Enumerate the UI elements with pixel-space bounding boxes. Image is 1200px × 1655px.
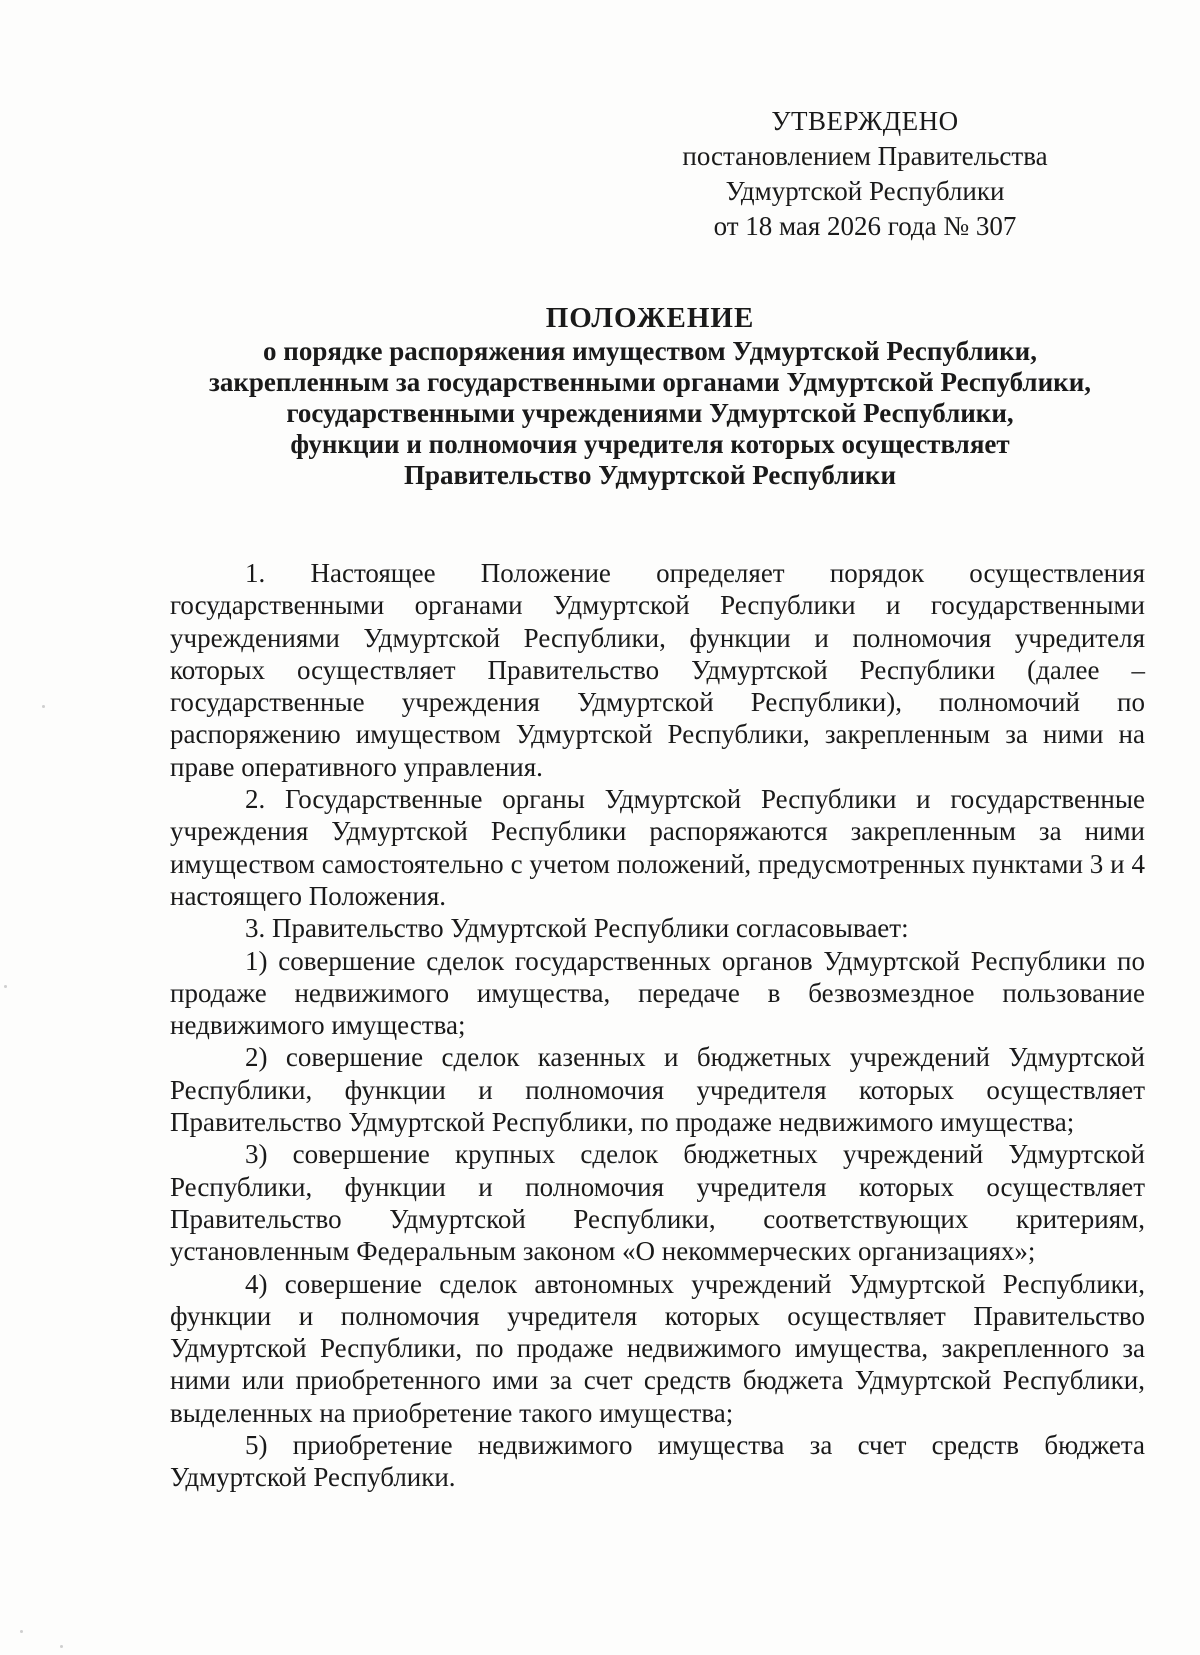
paragraph-2: 2. Государственные органы Удмуртской Республики и государственные учреждения Удмуртской Республики распоряжаются закрепленным за ними имуществом самостоятельно с учетом положений, предусмотренных пунктами 3 и 4 настоящего Положения. bbox=[170, 784, 1145, 911]
scan-speck bbox=[42, 705, 45, 708]
scan-speck bbox=[60, 1645, 63, 1648]
approval-line: постановлением Правительства bbox=[682, 141, 1048, 171]
heading-subtitle-line: Правительство Удмуртской Республики bbox=[403, 460, 896, 490]
approval-block bbox=[640, 104, 1090, 244]
scan-speck bbox=[4, 985, 7, 988]
approval-line: Удмуртской Республики bbox=[725, 176, 1005, 206]
subitem-2: 2) совершение сделок казенных и бюджетных учреждений Удмуртской Республики, функции и полномочия учредителя которых осуществляет Правительство Удмуртской Республики, по продаже недвижимого имущества; bbox=[170, 1042, 1145, 1138]
approval-title: УТВЕРЖДЕНО bbox=[771, 106, 959, 136]
subitem-3: 3) совершение крупных сделок бюджетных учреждений Удмуртской Республики, функции и полномочия учредителя которых осуществляет Правительство Удмуртской Республики, соответствующих критериям, установленным Федеральным законом «О некоммерческих организациях»; bbox=[170, 1139, 1145, 1267]
approval-date-line: от 18 мая 2026 года № 307 bbox=[713, 211, 1017, 241]
subitem-1: 1) совершение сделок государственных органов Удмуртской Республики по продаже недвижимого имущества, передаче в безвозмездное пользование недвижимого имущества; bbox=[170, 945, 1145, 1041]
document-heading bbox=[150, 300, 1150, 491]
subitem-5: 5) приобретение недвижимого имущества за счет средств бюджета Удмуртской Республики. bbox=[170, 1430, 1145, 1493]
scan-speck bbox=[20, 1630, 23, 1633]
document-type-title: ПОЛОЖЕНИЕ bbox=[545, 302, 755, 334]
heading-subtitle-line: закрепленным за государственными органами Удмуртской Республики, bbox=[209, 367, 1091, 397]
heading-subtitle-line: о порядке распоряжения имуществом Удмуртской Республики, bbox=[263, 336, 1037, 366]
heading-subtitle-line: государственными учреждениями Удмуртской Республики, bbox=[286, 398, 1014, 428]
paragraph-3: 3. Правительство Удмуртской Республики согласовывает: bbox=[245, 913, 909, 944]
heading-subtitle-line: функции и полномочия учредителя которых осуществляет bbox=[290, 429, 1010, 459]
subitem-4: 4) совершение сделок автономных учреждений Удмуртской Республики, функции и полномочия учредителя которых осуществляет Правительство Удмуртской Республики, по продаже недвижимого имущества, закрепленного за ними или приобретенного ими за счет средств бюджета Удмуртской Республики, выделенных на приобретение такого имущества; bbox=[170, 1268, 1145, 1428]
paragraph-1: 1. Настоящее Положение определяет порядок осуществления государственными органами Удмуртской Республики и государственными учреждениями Удмуртской Республики, функции и полномочия учредителя которых осуществляет Правительство Удмуртской Республики (далее – государственные учреждения Удмуртской Республики), полномочий по распоряжению имуществом Удмуртской Республики, закрепленным за ними на праве оперативного управления. bbox=[170, 558, 1145, 782]
document-body bbox=[170, 557, 1145, 1494]
